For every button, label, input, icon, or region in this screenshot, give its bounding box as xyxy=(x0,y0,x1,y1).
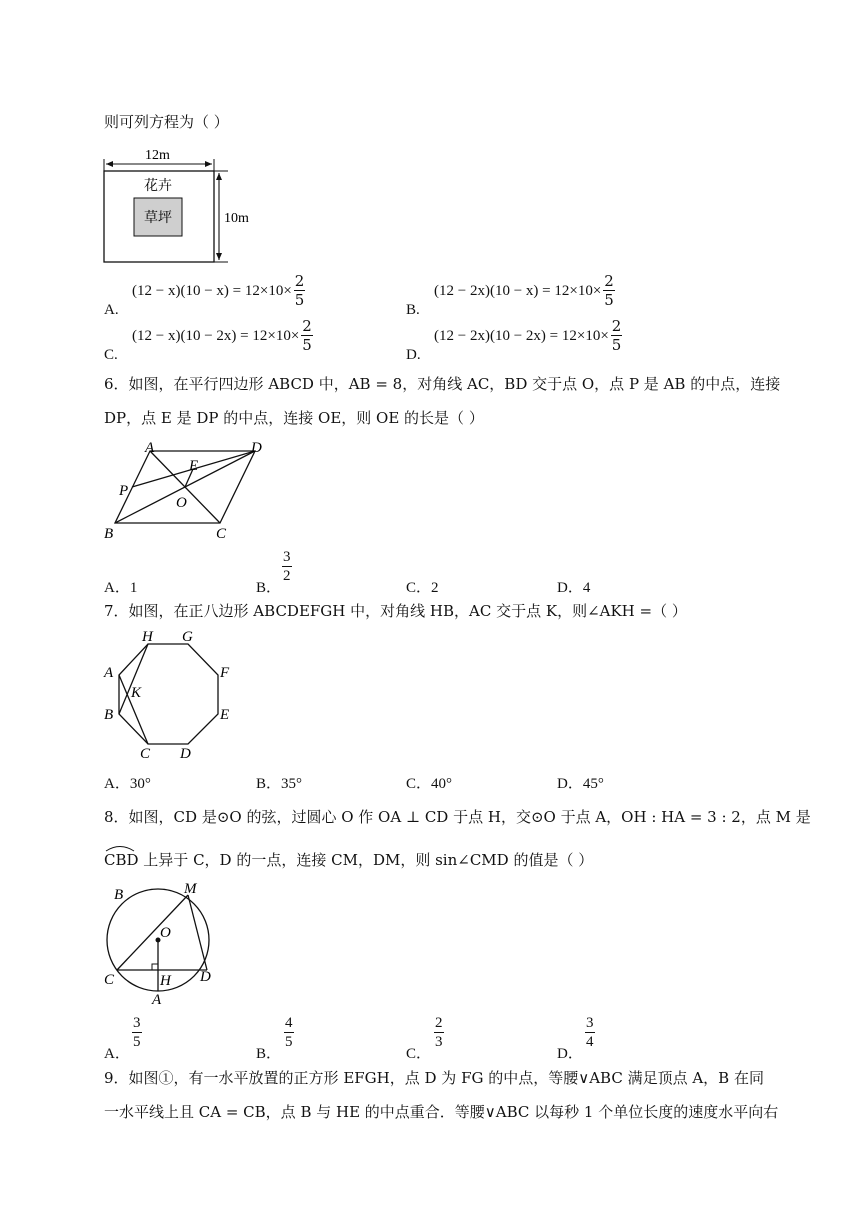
frac-den: 5 xyxy=(604,291,614,309)
label-M: M xyxy=(184,881,197,897)
q8-option-c-letter: C． xyxy=(406,1046,432,1062)
q6-parallelogram-figure xyxy=(100,435,280,545)
q8-text-line1: 8．如图，CD 是⊙O 的弦，过圆心 O 作 OA ⊥ CD 于点 H，交⊙O 于点 A，OH : HA = 3 : 2，点 M 是 xyxy=(104,808,811,826)
q6-option-a: A．1 xyxy=(104,580,138,596)
q5-option-a-letter: A. xyxy=(104,302,119,318)
label-G: G xyxy=(182,629,193,645)
q6-option-d: D．4 xyxy=(557,580,591,596)
q5-option-d-eq: (12 − 2x)(10 − 2x) = 12×10× xyxy=(434,328,609,344)
q8-option-b-frac: $\frac{4}{5}$ xyxy=(285,1015,293,1050)
label-E: E xyxy=(189,458,199,474)
q9-text-line2: 一水平线上且 CA = CB，点 B 与 HE 的中点重合．等腰∨ABC 以每秒 1 个单位长度的速度水平向右 xyxy=(104,1103,779,1121)
label-H: H xyxy=(160,973,171,989)
q8-option-c-frac: $\frac{2}{3}$ xyxy=(435,1015,443,1050)
q5-option-c-letter: C. xyxy=(104,347,118,363)
label-D: D xyxy=(180,746,191,762)
label-A: A xyxy=(104,665,114,681)
frac-num: 2 xyxy=(611,317,622,335)
q5-figure xyxy=(98,145,268,270)
frac-den: 5 xyxy=(294,291,305,309)
label-D: D xyxy=(200,969,211,985)
frac-num: 2 xyxy=(294,272,305,290)
q8-option-a-frac: $\frac{3}{5}$ xyxy=(133,1015,141,1050)
label-K: K xyxy=(131,685,142,701)
q8-option-d-letter: D． xyxy=(557,1046,583,1062)
q6-option-b-frac: $\frac{3}{2}$ xyxy=(283,549,291,584)
q6-text-line1: 6．如图，在平行四边形 ABCD 中，AB = 8，对角线 AC，BD 交于点 O，点 P 是 AB 的中点，连接 xyxy=(104,375,781,393)
label-C: C xyxy=(104,972,115,988)
q5-intro: 则可列方程为（ ） xyxy=(104,113,229,131)
lawn-label: 草坪 xyxy=(144,211,172,226)
q8-option-d-frac: $\frac{3}{4}$ xyxy=(586,1015,594,1050)
q6-option-b-letter: B． xyxy=(256,580,282,596)
flower-label: 花卉 xyxy=(144,179,172,194)
q5-option-b-letter: B. xyxy=(406,302,420,318)
label-H: H xyxy=(142,629,153,645)
label-B: B xyxy=(114,887,124,903)
q5-option-b xyxy=(434,274,615,308)
label-C: C xyxy=(216,526,227,542)
q5-option-c xyxy=(132,319,313,353)
q7-text-line1: 7．如图，在正八边形 ABCDEFGH 中，对角线 HB，AC 交于点 K，则∠AKH =（ ） xyxy=(104,602,687,620)
label-O: O xyxy=(176,495,187,511)
q8-text-line2: CBD 上异于 C，D 的一点，连接 CM，DM，则 sin∠CMD 的值是（ ） xyxy=(104,851,594,869)
dim-width-label: 12m xyxy=(145,148,170,163)
label-P: P xyxy=(119,483,129,499)
label-A: A xyxy=(152,992,162,1008)
q7-octagon-figure xyxy=(100,625,245,765)
q7-option-d: D．45° xyxy=(557,776,604,792)
label-B: B xyxy=(104,707,114,723)
label-C: C xyxy=(140,746,151,762)
label-F: F xyxy=(220,665,230,681)
q7-option-a: A．30° xyxy=(104,776,151,792)
q6-text-line2: DP，点 E 是 DP 的中点，连接 OE，则 OE 的长是（ ） xyxy=(104,409,484,427)
label-D: D xyxy=(251,440,262,456)
label-E: E xyxy=(220,707,230,723)
label-B: B xyxy=(104,526,114,542)
q5-option-a xyxy=(132,274,305,308)
q5-option-d xyxy=(434,319,622,353)
label-O: O xyxy=(160,925,171,941)
q6-option-c: C．2 xyxy=(406,580,439,596)
q8-circle-figure xyxy=(100,880,230,1010)
q8-option-b-letter: B． xyxy=(256,1046,282,1062)
frac-num: 2 xyxy=(604,272,614,290)
q7-option-b: B．35° xyxy=(256,776,303,792)
q5-option-d-letter: D. xyxy=(406,347,421,363)
frac-num: 2 xyxy=(302,317,312,335)
q5-option-b-eq: (12 − 2x)(10 − x) = 12×10× xyxy=(434,283,602,299)
q7-option-c: C．40° xyxy=(406,776,453,792)
q5-option-c-eq: (12 − x)(10 − 2x) = 12×10× xyxy=(132,328,300,344)
dim-height-label: 10m xyxy=(224,211,249,226)
q9-text-line1: 9．如图①，有一水平放置的正方形 EFGH，点 D 为 FG 的中点，等腰∨ABC 满足顶点 A，B 在同 xyxy=(104,1069,764,1087)
q5-option-a-eq: (12 − x)(10 − x) = 12×10× xyxy=(132,283,292,299)
label-A: A xyxy=(145,440,155,456)
frac-den: 5 xyxy=(302,336,312,354)
frac-den: 5 xyxy=(611,336,622,354)
q8-option-a-letter: A． xyxy=(104,1046,130,1062)
